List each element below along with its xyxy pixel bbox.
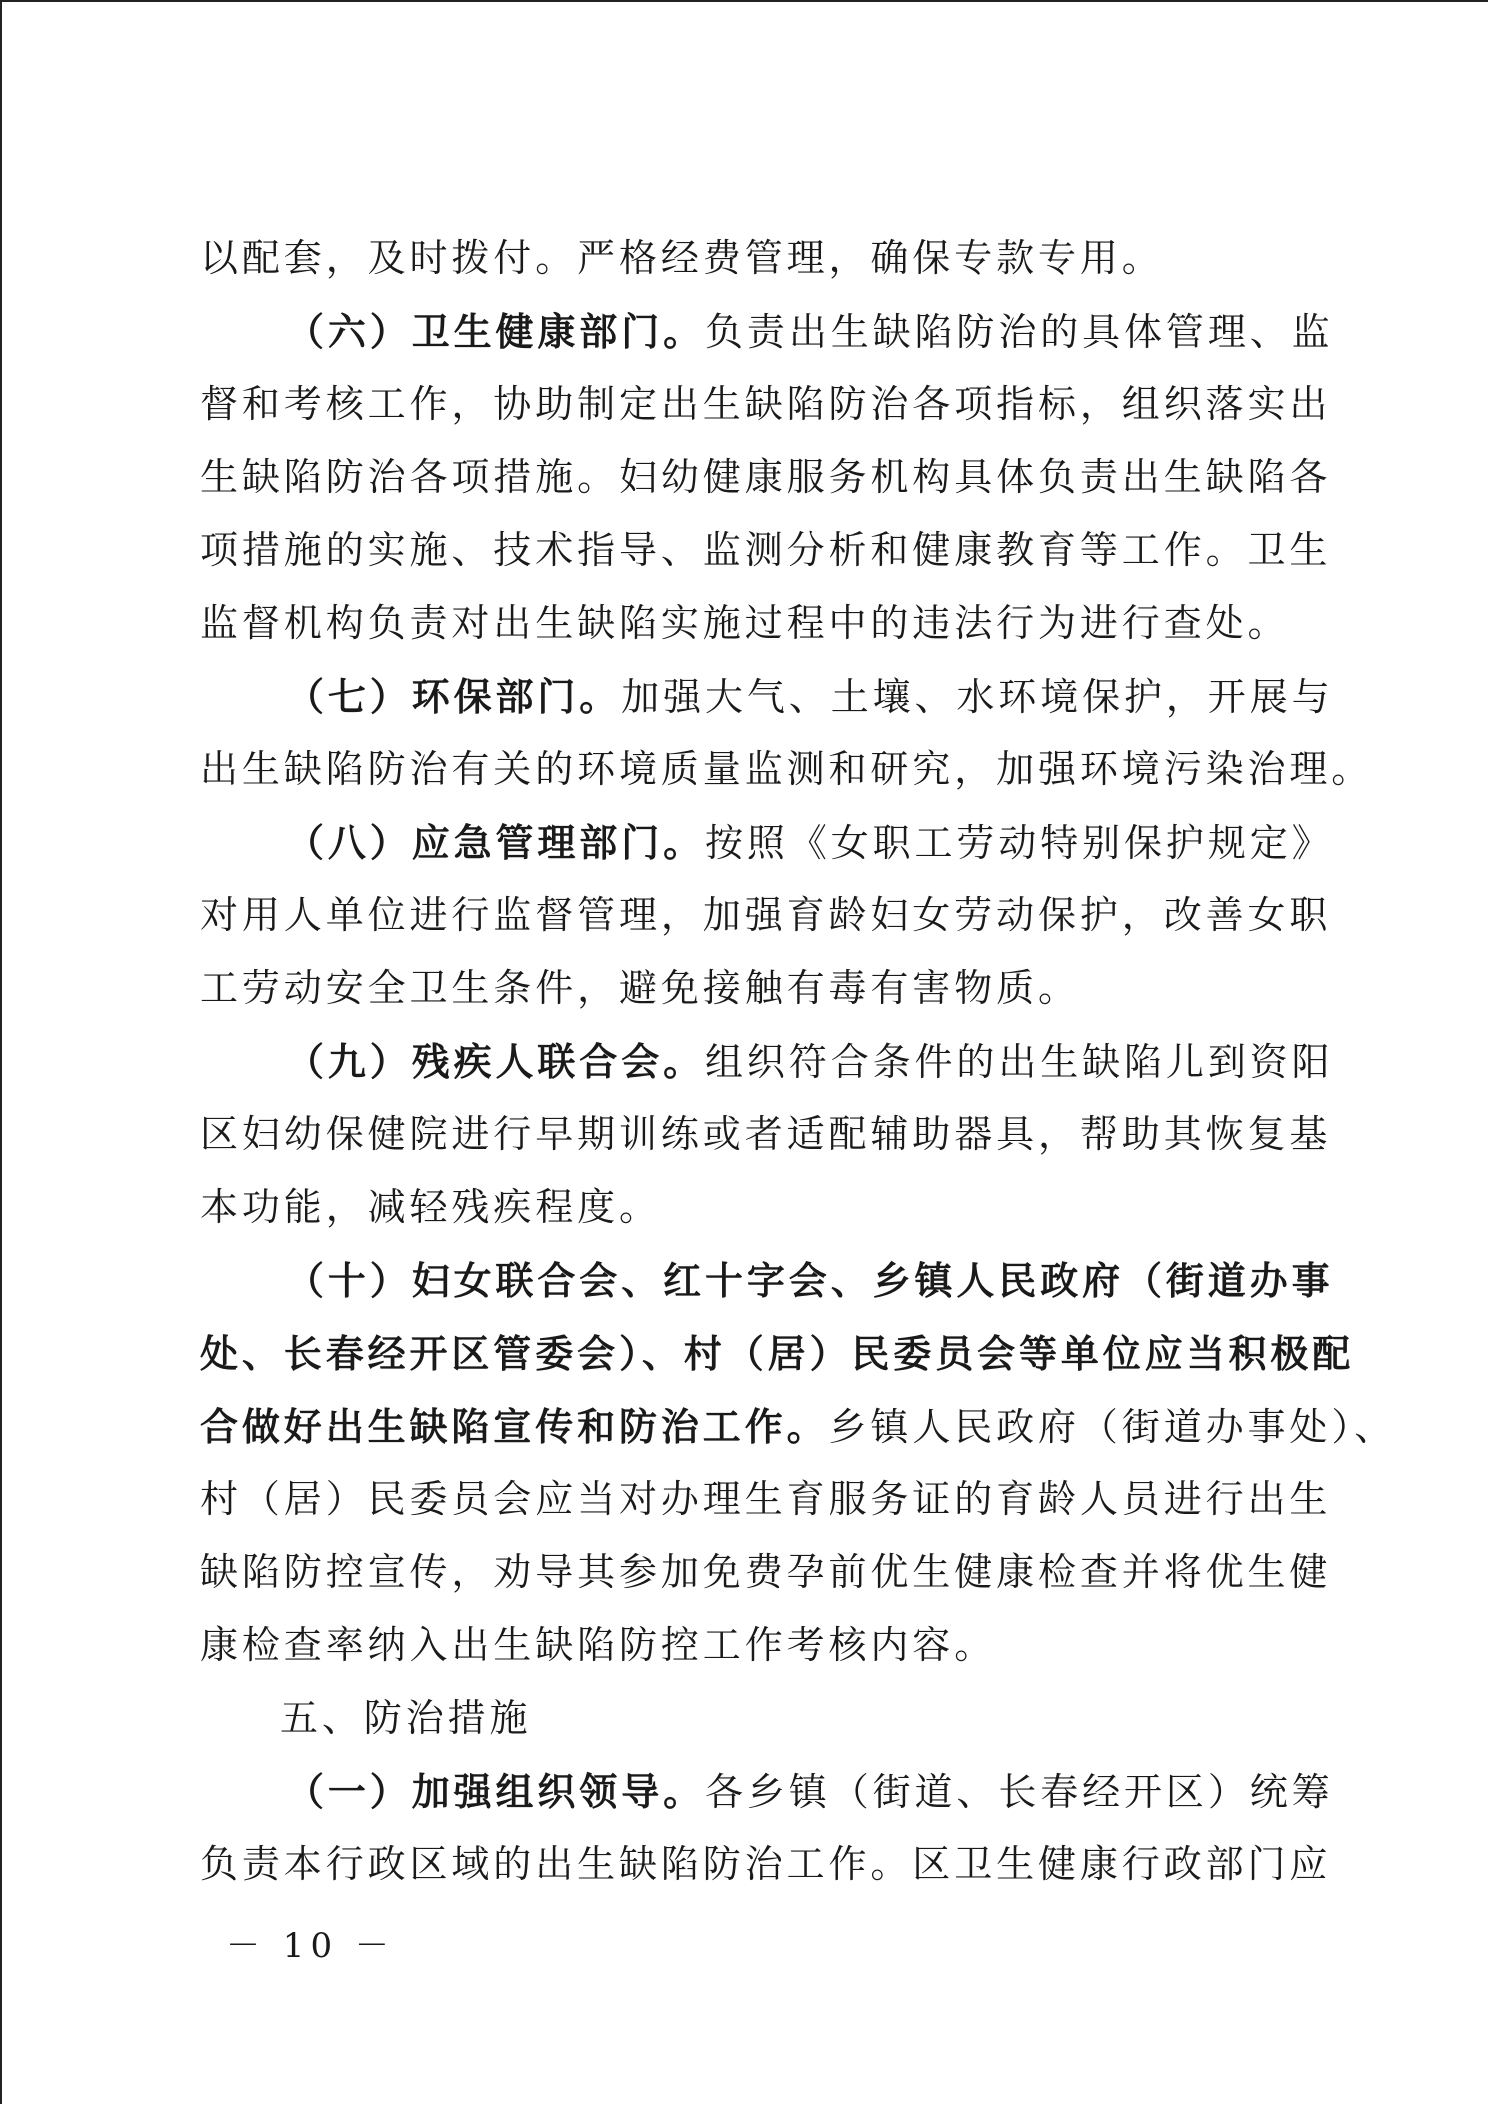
section-heading-bold: （九）残疾人联合会。 xyxy=(286,1039,706,1084)
paragraph-line xyxy=(200,1244,1334,1317)
section-heading-bold: （一）加强组织领导。 xyxy=(286,1769,706,1814)
paragraph-line: 区妇幼保健院进行早期训练或者适配辅助器具，帮助其恢复基 xyxy=(200,1112,1332,1156)
paragraph-line: （七）环保部门。加强大气、土壤、水环境保护，开展与 xyxy=(286,674,1334,719)
paragraph-line: 以配套，及时拨付。严格经费管理，确保专款专用。 xyxy=(200,236,1164,280)
section-heading-bold: （八）应急管理部门。 xyxy=(286,820,706,865)
paragraph-line: 康检查率纳入出生缺陷防控工作考核内容。 xyxy=(200,1623,997,1667)
paragraph-line: 缺陷防控宣传，劝导其参加免费孕前优生健康检查并将优生健 xyxy=(200,1550,1332,1594)
chapter-heading: 五、防治措施 xyxy=(280,1696,532,1740)
paragraph-line: （九）残疾人联合会。组织符合条件的出生缺陷儿到资阳 xyxy=(286,1039,1334,1084)
paragraph-line: 督和考核工作，协助制定出生缺陷防治各项指标，组织落实出 xyxy=(200,382,1332,426)
paragraph-line: 出生缺陷防治有关的环境质量监测和研究，加强环境污染治理。 xyxy=(200,747,1374,791)
page-number: － 10 － xyxy=(226,1926,395,1966)
paragraph-line: 项措施的实施、技术指导、监测分析和健康教育等工作。卫生 xyxy=(200,528,1332,572)
section-heading-bold: （六）卫生健康部门。 xyxy=(286,309,706,354)
paragraph-line: 生缺陷防治各项措施。妇幼健康服务机构具体负责出生缺陷各 xyxy=(200,455,1332,499)
paragraph-line: 本功能，减轻残疾程度。 xyxy=(200,1185,661,1229)
section-heading-bold: 合做好出生缺陷宣传和防治工作。 xyxy=(200,1404,829,1449)
paragraph-line: 负责本行政区域的出生缺陷防治工作。区卫生健康行政部门应 xyxy=(200,1842,1332,1886)
section-heading-bold: 处、长春经开区管委会）、村（居）民委员会等单位应当积极配 xyxy=(200,1331,1355,1376)
section-heading-bold: （七）环保部门。 xyxy=(286,674,622,719)
paragraph-line: 合做好出生缺陷宣传和防治工作。乡镇人民政府（街道办事处）、 xyxy=(200,1404,1397,1449)
paragraph-line: 工劳动安全卫生条件，避免接触有毒有害物质。 xyxy=(200,966,1080,1010)
paragraph-line: 村（居）民委员会应当对办理生育服务证的育龄人员进行出生 xyxy=(200,1477,1332,1521)
paragraph-line: 对用人单位进行监督管理，加强育龄妇女劳动保护，改善女职 xyxy=(200,893,1332,937)
paragraph-line: （六）卫生健康部门。负责出生缺陷防治的具体管理、监 xyxy=(286,309,1334,354)
paragraph-line xyxy=(200,1317,1355,1390)
page-left-border xyxy=(0,0,2,2104)
paragraph-line: 监督机构负责对出生缺陷实施过程中的违法行为进行查处。 xyxy=(200,601,1290,645)
section-heading-bold: （十）妇女联合会、红十字会、乡镇人民政府（街道办事 xyxy=(286,1258,1334,1303)
paragraph-line: （八）应急管理部门。按照《女职工劳动特别保护规定》 xyxy=(286,820,1334,865)
paragraph-line: （一）加强组织领导。各乡镇（街道、长春经开区）统筹 xyxy=(286,1769,1334,1814)
document-body xyxy=(200,222,1397,1901)
page-top-border xyxy=(0,0,1488,2)
